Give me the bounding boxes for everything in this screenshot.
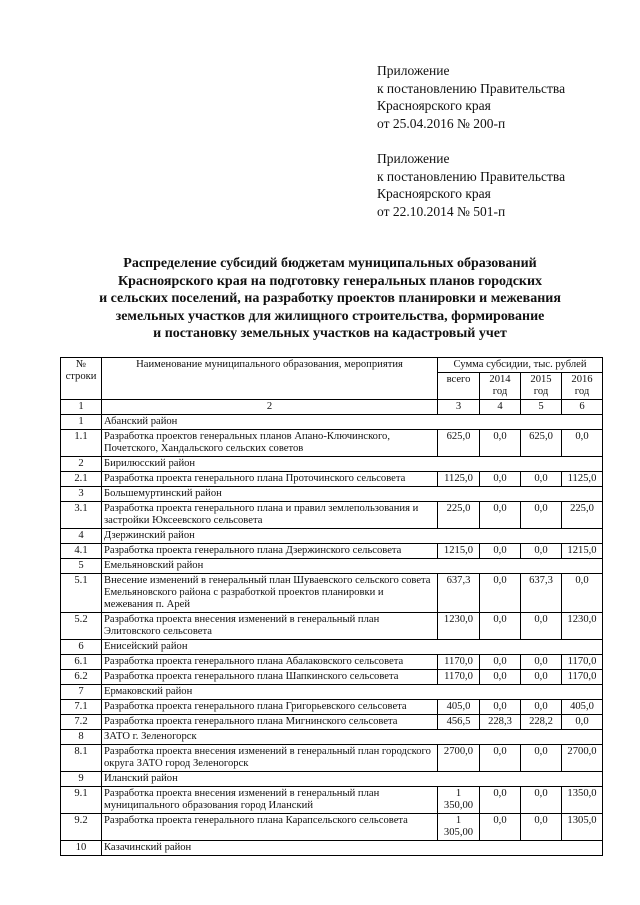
year-2014-cell: 0,0 — [480, 670, 521, 685]
table-group-row — [61, 772, 603, 787]
year-2016-cell: 1305,0 — [562, 814, 603, 841]
table-row — [61, 814, 603, 841]
year-2016-cell: 1215,0 — [562, 544, 603, 559]
year-2015-cell: 0,0 — [521, 472, 562, 487]
table-header — [61, 358, 603, 415]
appendix-1-line-2: к постановлению Правительства — [377, 80, 566, 96]
table-group-row — [61, 559, 603, 574]
year-2015-cell: 0,0 — [521, 787, 562, 814]
header-2015-label: год — [533, 386, 549, 397]
row-number-cell: 4.1 — [61, 544, 102, 559]
year-2016-cell: 0,0 — [562, 715, 603, 730]
table-body — [61, 415, 603, 856]
title-line-2: Красноярского края на подготовку генеральных планов городских — [117, 273, 543, 289]
title-line-1: Распределение субсидий бюджетам муниципальных образований — [123, 256, 537, 271]
name-cell: Разработка проекта генерального плана Карапсельского сельсовета — [102, 814, 438, 841]
header-row-number — [61, 358, 102, 400]
column-number: 6 — [562, 400, 603, 415]
title-line-5: и постановку земельных участков на кадастровый учет — [153, 326, 507, 341]
year-2014-cell: 0,0 — [480, 502, 521, 529]
header-2014-label: год — [492, 386, 508, 397]
year-2014-cell: 0,0 — [480, 574, 521, 613]
subsidy-table — [60, 357, 603, 856]
total-cell: 1125,0 — [438, 472, 480, 487]
title-line-3: и сельских поселений, на разработку проектов планировки и межевания — [99, 291, 561, 306]
year-2016-cell: 0,0 — [562, 430, 603, 457]
year-2016-cell: 0,0 — [562, 574, 603, 613]
table-row — [61, 670, 603, 685]
year-2014-cell: 0,0 — [480, 613, 521, 640]
row-number-cell: 6.2 — [61, 670, 102, 685]
row-number-cell: 4 — [61, 529, 102, 544]
group-name-cell: Бирилюсский район — [102, 457, 603, 472]
title-line-4: земельных участков для жилищного строительства, формирование — [115, 308, 545, 324]
total-cell: 225,0 — [438, 502, 480, 529]
table-group-row — [61, 487, 603, 502]
row-number-cell: 7 — [61, 685, 102, 700]
table-row — [61, 700, 603, 715]
document-title — [60, 255, 600, 343]
column-number: 2 — [102, 400, 438, 415]
year-2016-cell: 2700,0 — [562, 745, 603, 772]
year-2015-cell: 625,0 — [521, 430, 562, 457]
table-row — [61, 613, 603, 640]
name-cell: Разработка проекта генерального плана Мигнинского сельсовета — [102, 715, 438, 730]
row-number-cell: 9.1 — [61, 787, 102, 814]
appendix-2-line-2: к постановлению Правительства — [377, 168, 566, 184]
row-number-cell: 1.1 — [61, 430, 102, 457]
header-2014 — [480, 373, 521, 400]
total-cell: 1 305,00 — [438, 814, 480, 841]
table-row — [61, 655, 603, 670]
year-2014-cell: 0,0 — [480, 745, 521, 772]
year-2016-cell: 225,0 — [562, 502, 603, 529]
total-cell: 1 350,00 — [438, 787, 480, 814]
column-number-row — [61, 400, 603, 415]
year-2015-cell: 0,0 — [521, 700, 562, 715]
total-cell: 625,0 — [438, 430, 480, 457]
year-2015-cell: 637,3 — [521, 574, 562, 613]
year-2015-cell: 0,0 — [521, 655, 562, 670]
total-cell: 1170,0 — [438, 670, 480, 685]
year-2016-cell: 1170,0 — [562, 655, 603, 670]
year-2015-cell: 0,0 — [521, 544, 562, 559]
name-cell: Разработка проекта генерального плана Григорьевского сельсовета — [102, 700, 438, 715]
name-cell: Разработка проекта внесения изменений в генеральный план городского округа ЗАТО город Зеленогорск — [102, 745, 438, 772]
year-2014-cell: 0,0 — [480, 700, 521, 715]
year-2014-cell: 0,0 — [480, 472, 521, 487]
name-cell: Разработка проектов генеральных планов Апано-Ключинского, Почетского, Хандальского сельских советов — [102, 430, 438, 457]
table-row — [61, 745, 603, 772]
column-number: 5 — [521, 400, 562, 415]
group-name-cell: Казачинский район — [102, 841, 603, 856]
group-name-cell: Емельяновский район — [102, 559, 603, 574]
year-2014-cell: 0,0 — [480, 814, 521, 841]
table-group-row — [61, 685, 603, 700]
table-row — [61, 715, 603, 730]
total-cell: 405,0 — [438, 700, 480, 715]
table-group-row — [61, 529, 603, 544]
appendix-2-line-4: от 22.10.2014 № 501-п — [377, 203, 506, 219]
name-cell: Разработка проекта внесения изменений в генеральный план Элитовского сельсовета — [102, 613, 438, 640]
group-name-cell: ЗАТО г. Зеленогорск — [102, 730, 603, 745]
header-2016-label: год — [574, 386, 590, 397]
row-number-cell: 5 — [61, 559, 102, 574]
name-cell: Разработка проекта генерального плана и правил землепользования и застройки Юксеевского сельсовета — [102, 502, 438, 529]
header-total: всего — [438, 373, 480, 400]
group-name-cell: Дзержинский район — [102, 529, 603, 544]
name-cell: Разработка проекта генерального плана Шапкинского сельсовета — [102, 670, 438, 685]
year-2016-cell: 1170,0 — [562, 670, 603, 685]
row-number-cell: 1 — [61, 415, 102, 430]
appendix-block-1 — [377, 62, 565, 132]
column-number: 4 — [480, 400, 521, 415]
year-2015-cell: 0,0 — [521, 670, 562, 685]
header-row-number-line-1: № — [75, 359, 87, 370]
group-name-cell: Большемуртинский район — [102, 487, 603, 502]
name-cell: Разработка проекта генерального плана Дзержинского сельсовета — [102, 544, 438, 559]
year-2014-cell: 0,0 — [480, 655, 521, 670]
row-number-cell: 3.1 — [61, 502, 102, 529]
header-row-number-line-2: строки — [65, 371, 97, 382]
year-2014-cell: 0,0 — [480, 787, 521, 814]
row-number-cell: 8.1 — [61, 745, 102, 772]
row-number-cell: 5.2 — [61, 613, 102, 640]
year-2015-cell: 0,0 — [521, 814, 562, 841]
year-2016-cell: 1350,0 — [562, 787, 603, 814]
appendix-2-line-3: Красноярского края — [377, 186, 491, 201]
year-2016-cell: 1125,0 — [562, 472, 603, 487]
appendix-1-line-4: от 25.04.2016 № 200-п — [377, 115, 506, 131]
header-2015 — [521, 373, 562, 400]
table-group-row — [61, 730, 603, 745]
row-number-cell: 8 — [61, 730, 102, 745]
total-cell: 637,3 — [438, 574, 480, 613]
row-number-cell: 6.1 — [61, 655, 102, 670]
appendix-1-line-1: Приложение — [377, 63, 450, 78]
row-number-cell: 2 — [61, 457, 102, 472]
appendix-block-2 — [377, 150, 565, 220]
year-2014-cell: 0,0 — [480, 430, 521, 457]
year-2014-cell: 228,3 — [480, 715, 521, 730]
header-2014-year: 2014 — [489, 374, 511, 385]
table-row — [61, 787, 603, 814]
total-cell: 1215,0 — [438, 544, 480, 559]
header-2016 — [562, 373, 603, 400]
row-number-cell: 2.1 — [61, 472, 102, 487]
header-2015-year: 2015 — [530, 374, 552, 385]
table-row — [61, 502, 603, 529]
appendix-2-line-1: Приложение — [377, 151, 450, 166]
row-number-cell: 9 — [61, 772, 102, 787]
header-2016-year: 2016 — [571, 374, 593, 385]
table-row — [61, 544, 603, 559]
year-2015-cell: 0,0 — [521, 502, 562, 529]
year-2015-cell: 228,2 — [521, 715, 562, 730]
column-number: 3 — [438, 400, 480, 415]
name-cell: Внесение изменений в генеральный план Шуваевского сельского совета Емельяновского района с разработкой проектов планировки и межевания п. Арей — [102, 574, 438, 613]
year-2014-cell: 0,0 — [480, 544, 521, 559]
column-number: 1 — [61, 400, 102, 415]
name-cell: Разработка проекта генерального плана Абалаковского сельсовета — [102, 655, 438, 670]
table-group-row — [61, 640, 603, 655]
row-number-cell: 10 — [61, 841, 102, 856]
table-group-row — [61, 415, 603, 430]
group-name-cell: Ермаковский район — [102, 685, 603, 700]
total-cell: 2700,0 — [438, 745, 480, 772]
group-name-cell: Енисейский район — [102, 640, 603, 655]
total-cell: 456,5 — [438, 715, 480, 730]
row-number-cell: 7.2 — [61, 715, 102, 730]
name-cell: Разработка проекта генерального плана Проточинского сельсовета — [102, 472, 438, 487]
group-name-cell: Иланский район — [102, 772, 603, 787]
table-group-row — [61, 457, 603, 472]
year-2016-cell: 1230,0 — [562, 613, 603, 640]
year-2016-cell: 405,0 — [562, 700, 603, 715]
row-number-cell: 6 — [61, 640, 102, 655]
total-cell: 1230,0 — [438, 613, 480, 640]
year-2015-cell: 0,0 — [521, 613, 562, 640]
row-number-cell: 3 — [61, 487, 102, 502]
header-sum: Сумма субсидии, тыс. рублей — [438, 358, 603, 373]
table-row — [61, 430, 603, 457]
table-group-row — [61, 841, 603, 856]
table-row — [61, 574, 603, 613]
year-2015-cell: 0,0 — [521, 745, 562, 772]
table-row — [61, 472, 603, 487]
appendix-1-line-3: Красноярского края — [377, 98, 491, 113]
row-number-cell: 5.1 — [61, 574, 102, 613]
row-number-cell: 9.2 — [61, 814, 102, 841]
group-name-cell: Абанский район — [102, 415, 603, 430]
total-cell: 1170,0 — [438, 655, 480, 670]
header-name: Наименование муниципального образования, мероприятия — [102, 358, 438, 400]
name-cell: Разработка проекта внесения изменений в генеральный план муниципального образования город Иланский — [102, 787, 438, 814]
row-number-cell: 7.1 — [61, 700, 102, 715]
